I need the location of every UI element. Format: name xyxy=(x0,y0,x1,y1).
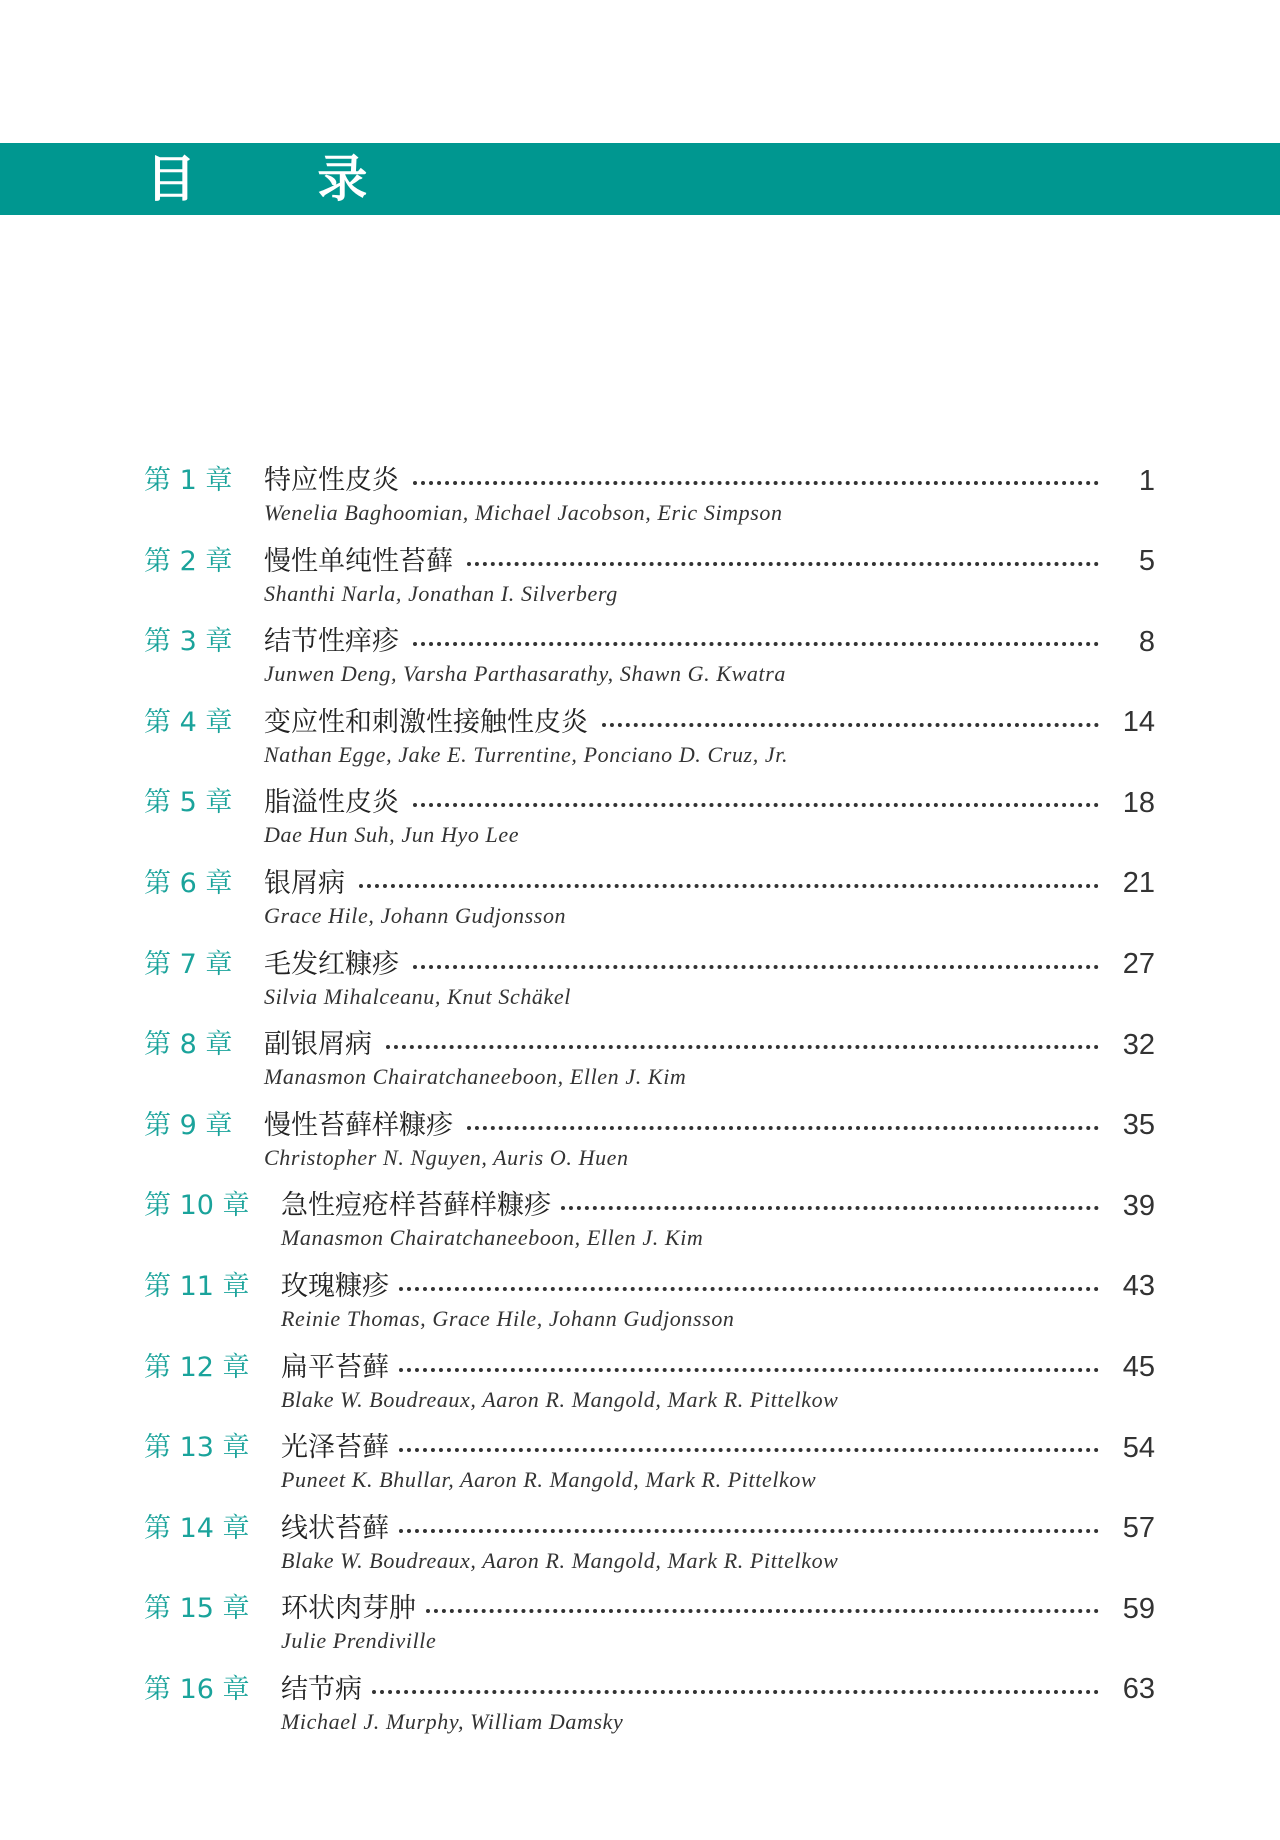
chapter-authors: Silvia Mihalceanu, Knut Schäkel xyxy=(264,983,571,1009)
dot-leader xyxy=(399,1529,1099,1533)
chapter-title[interactable]: 慢性单纯性苔藓 xyxy=(264,545,453,577)
toc-line xyxy=(281,1510,1155,1548)
chapter-label: 第 12 章 xyxy=(144,1351,250,1383)
page-title: 目 录 xyxy=(146,150,420,208)
chapter-authors: Shanthi Narla, Jonathan I. Silverberg xyxy=(264,580,618,606)
toc-line xyxy=(264,623,1155,661)
chapter-title[interactable]: 特应性皮炎 xyxy=(264,465,399,496)
toc-entry[interactable] xyxy=(0,1429,1280,1510)
dot-leader xyxy=(467,1126,1099,1130)
page-number[interactable]: 18 xyxy=(1122,786,1155,819)
toc-line xyxy=(264,543,1155,581)
chapter-label: 第 9 章 xyxy=(144,1109,233,1141)
chapter-authors: Christopher N. Nguyen, Auris O. Huen xyxy=(264,1144,629,1170)
chapter-title[interactable]: 慢性苔藓样糠疹 xyxy=(264,1109,453,1141)
toc-line xyxy=(264,462,1155,500)
chapter-authors: Manasmon Chairatchaneeboon, Ellen J. Kim xyxy=(281,1225,704,1251)
toc-entry[interactable] xyxy=(0,462,1280,543)
dot-leader xyxy=(426,1609,1099,1613)
chapter-authors: Dae Hun Suh, Jun Hyo Lee xyxy=(264,822,520,848)
toc-entry[interactable] xyxy=(0,1107,1280,1188)
toc-entry[interactable] xyxy=(0,1671,1280,1752)
toc-entry[interactable] xyxy=(0,1187,1280,1268)
chapter-title[interactable]: 线状苔藓 xyxy=(281,1512,389,1544)
chapter-label: 第 10 章 xyxy=(144,1190,250,1222)
toc-line xyxy=(264,704,1155,742)
toc-entry[interactable] xyxy=(0,1349,1280,1430)
chapter-title[interactable]: 副银屑病 xyxy=(264,1029,372,1061)
chapter-authors: Nathan Egge, Jake E. Turrentine, Ponciano D. Cruz, Jr. xyxy=(264,741,789,767)
toc-line xyxy=(281,1429,1155,1467)
toc-entry[interactable] xyxy=(0,1026,1280,1107)
chapter-label: 第 1 章 xyxy=(144,465,233,496)
chapter-title[interactable]: 扁平苔藓 xyxy=(281,1351,389,1383)
chapter-label: 第 15 章 xyxy=(144,1593,250,1625)
chapter-title[interactable]: 急性痘疮样苔藓样糠疹 xyxy=(281,1190,551,1222)
page-number[interactable]: 35 xyxy=(1122,1109,1155,1142)
chapter-title[interactable]: 环状肉芽肿 xyxy=(281,1593,416,1625)
dot-leader xyxy=(399,1368,1099,1372)
chapter-authors: Blake W. Boudreaux, Aaron R. Mangold, Mark R. Pittelkow xyxy=(281,1547,839,1573)
page-number[interactable]: 21 xyxy=(1122,867,1155,900)
chapter-label: 第 3 章 xyxy=(144,626,233,658)
chapter-label: 第 2 章 xyxy=(144,545,233,577)
toc-line xyxy=(264,784,1155,822)
table-of-contents xyxy=(0,462,1280,1752)
toc-entry[interactable] xyxy=(0,623,1280,704)
chapter-label: 第 4 章 xyxy=(144,706,233,738)
chapter-title[interactable]: 脂溢性皮炎 xyxy=(264,787,399,819)
dot-leader xyxy=(561,1206,1099,1210)
page-number[interactable]: 54 xyxy=(1122,1431,1155,1464)
page-number[interactable]: 43 xyxy=(1122,1270,1155,1303)
toc-entry[interactable] xyxy=(0,1510,1280,1591)
chapter-authors: Puneet K. Bhullar, Aaron R. Mangold, Mark R. Pittelkow xyxy=(281,1467,817,1493)
dot-leader xyxy=(359,884,1099,888)
chapter-title[interactable]: 毛发红糠疹 xyxy=(264,948,399,980)
chapter-title[interactable]: 变应性和刺激性接触性皮炎 xyxy=(264,706,588,738)
chapter-authors: Reinie Thomas, Grace Hile, Johann Gudjonsson xyxy=(281,1305,735,1331)
header-band xyxy=(0,143,1280,215)
dot-leader xyxy=(413,642,1099,646)
toc-entry[interactable] xyxy=(0,1590,1280,1671)
page-number[interactable]: 8 xyxy=(1138,625,1155,658)
page-number[interactable]: 14 xyxy=(1122,706,1155,739)
chapter-authors: Julie Prendiville xyxy=(281,1628,437,1654)
dot-leader xyxy=(399,1287,1099,1291)
toc-entry[interactable] xyxy=(0,543,1280,624)
page-number[interactable]: 59 xyxy=(1122,1592,1155,1625)
chapter-label: 第 8 章 xyxy=(144,1029,233,1061)
chapter-label: 第 16 章 xyxy=(144,1673,250,1705)
toc-entry[interactable] xyxy=(0,1268,1280,1349)
toc-line xyxy=(264,946,1155,984)
page-number[interactable]: 39 xyxy=(1122,1189,1155,1222)
dot-leader xyxy=(399,1448,1099,1452)
toc-entry[interactable] xyxy=(0,784,1280,865)
page-number[interactable]: 1 xyxy=(1138,464,1155,497)
chapter-title[interactable]: 银屑病 xyxy=(264,867,345,899)
chapter-label: 第 13 章 xyxy=(144,1432,250,1464)
chapter-label: 第 7 章 xyxy=(144,948,233,980)
toc-entry[interactable] xyxy=(0,946,1280,1027)
toc-line xyxy=(264,1026,1155,1064)
chapter-label: 第 5 章 xyxy=(144,787,233,819)
toc-line xyxy=(264,865,1155,903)
page-number[interactable]: 63 xyxy=(1122,1673,1155,1706)
dot-leader xyxy=(602,723,1099,727)
toc-entry[interactable] xyxy=(0,704,1280,785)
chapter-title[interactable]: 结节性痒疹 xyxy=(264,626,399,658)
dot-leader xyxy=(413,481,1099,485)
toc-line xyxy=(281,1671,1155,1709)
chapter-authors: Michael J. Murphy, William Damsky xyxy=(281,1708,624,1734)
dot-leader xyxy=(413,965,1099,969)
chapter-title[interactable]: 玫瑰糠疹 xyxy=(281,1270,389,1302)
dot-leader xyxy=(467,562,1099,566)
chapter-authors: Blake W. Boudreaux, Aaron R. Mangold, Mark R. Pittelkow xyxy=(281,1386,839,1412)
page-number[interactable]: 57 xyxy=(1122,1512,1155,1545)
chapter-title[interactable]: 结节病 xyxy=(281,1673,362,1705)
toc-entry[interactable] xyxy=(0,865,1280,946)
chapter-authors: Grace Hile, Johann Gudjonsson xyxy=(264,902,567,928)
page-number[interactable]: 27 xyxy=(1122,948,1155,981)
toc-line xyxy=(281,1268,1155,1306)
chapter-authors: Manasmon Chairatchaneeboon, Ellen J. Kim xyxy=(264,1064,687,1090)
toc-line xyxy=(281,1349,1155,1387)
chapter-label: 第 6 章 xyxy=(144,867,233,899)
dot-leader xyxy=(372,1690,1099,1694)
chapter-authors: Junwen Deng, Varsha Parthasarathy, Shawn G. Kwatra xyxy=(264,661,786,687)
chapter-title[interactable]: 光泽苔藓 xyxy=(281,1432,389,1464)
chapter-label: 第 11 章 xyxy=(144,1270,250,1302)
dot-leader xyxy=(386,1045,1099,1049)
toc-line xyxy=(281,1590,1155,1628)
chapter-label: 第 14 章 xyxy=(144,1512,250,1544)
page-number[interactable]: 32 xyxy=(1122,1028,1155,1061)
chapter-authors: Wenelia Baghoomian, Michael Jacobson, Eric Simpson xyxy=(264,500,783,525)
page-number[interactable]: 5 xyxy=(1138,545,1155,578)
toc-line xyxy=(264,1107,1155,1145)
dot-leader xyxy=(413,803,1099,807)
toc-line xyxy=(281,1187,1155,1225)
page-number[interactable]: 45 xyxy=(1122,1351,1155,1384)
